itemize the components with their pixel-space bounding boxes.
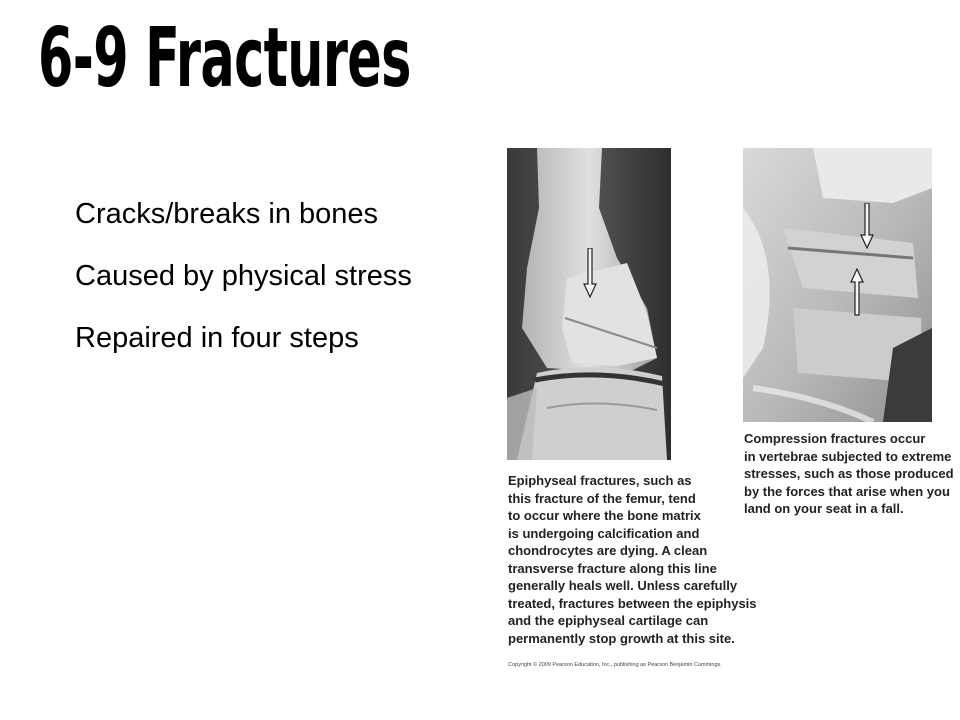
caption-line: this fracture of the femur, tend [508,490,696,506]
caption-line: transverse fracture along this line [508,560,717,576]
caption-line: in vertebrae subjected to extreme [744,448,952,464]
bullet-list [75,190,475,376]
caption-line: chondrocytes are dying. A clean [508,543,708,558]
femur-xray-image [507,148,671,460]
arrow-down-icon [860,203,874,249]
caption-line: treated, fractures between the epiphysis [508,595,757,611]
slide-title: 6-9 Fractures [38,11,411,106]
caption-line: Compression fractures occur [744,431,926,446]
epiphyseal-caption [508,472,757,647]
caption-line: to occur where the bone matrix [508,508,701,523]
caption-line: Epiphyseal fractures, such as [508,473,692,488]
caption-line: permanently stop growth at this site. [508,630,735,646]
caption-line: by the forces that arise when you [744,483,950,499]
caption-line: stresses, such as those produced [744,466,954,481]
vertebrae-xray-image [743,148,932,422]
caption-line: land on your seat in a fall. [744,501,904,516]
bullet-item: Repaired in four steps [75,322,359,354]
caption-line: and the epiphyseal cartilage can [508,613,709,628]
compression-caption [744,430,954,518]
copyright-notice: Copyright © 2009 Pearson Education, Inc., publishing as Pearson Benjamin Cummings. [508,662,722,668]
bullet-item: Cracks/breaks in bones [75,198,379,230]
caption-line: is undergoing calcification and [508,525,700,541]
arrow-up-icon [850,268,864,316]
bullet-item: Caused by physical stress [75,260,412,292]
arrow-down-icon [583,248,597,298]
caption-line: generally heals well. Unless carefully [508,578,738,593]
